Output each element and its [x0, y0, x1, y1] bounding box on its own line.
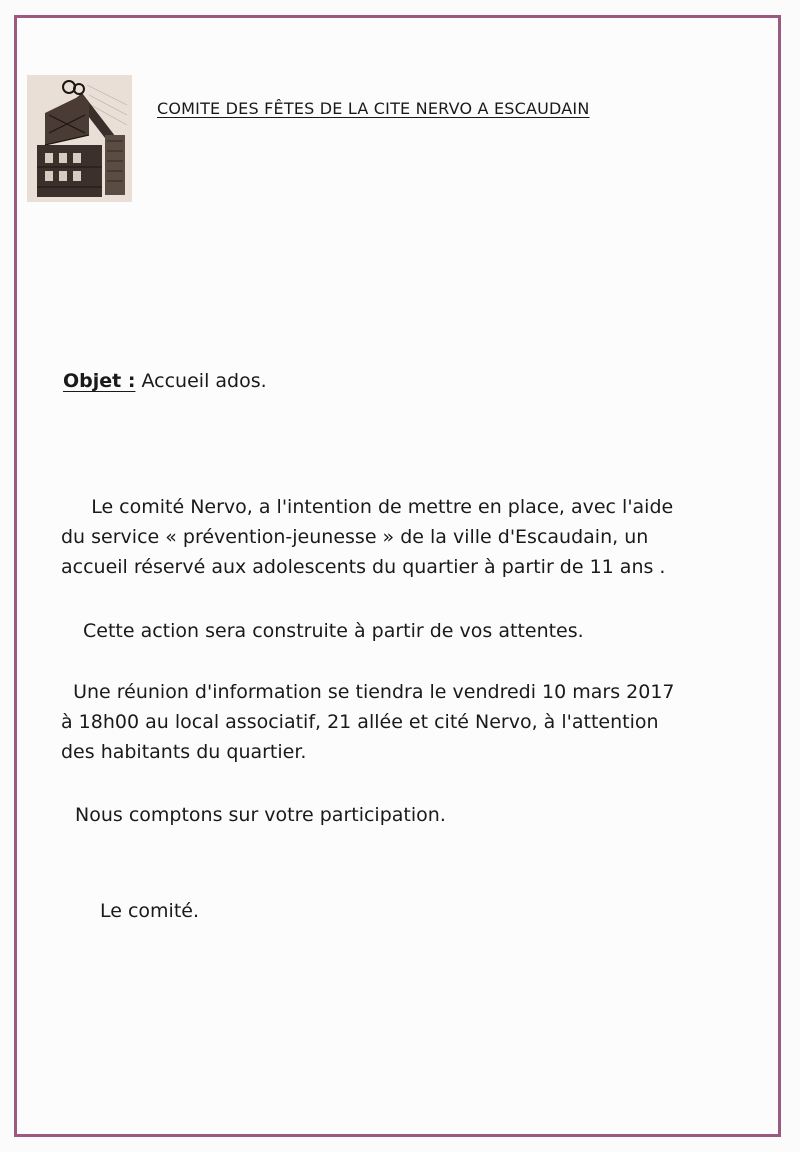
paragraph-intro [61, 492, 673, 582]
paragraph-action [83, 616, 584, 646]
paragraph-line: Une réunion d'information se tiendra le vendredi 10 mars 2017 [61, 681, 675, 703]
paragraph-line: Nous comptons sur votre participation. [75, 804, 446, 826]
subject-label: Objet : [63, 370, 136, 392]
mine-headframe-icon [27, 75, 132, 202]
paragraph-participation [75, 800, 446, 830]
paragraph-line: accueil réservé aux adolescents du quartier à partir de 11 ans . [61, 556, 666, 578]
paragraph-meeting [61, 677, 675, 767]
paragraph-line: à 18h00 au local associatif, 21 allée et cité Nervo, à l'attention [61, 711, 659, 733]
subject-text: Accueil ados. [141, 370, 267, 392]
paragraph-line: Le comité Nervo, a l'intention de mettre en place, avec l'aide [61, 496, 674, 518]
paragraph-line: des habitants du quartier. [61, 741, 307, 763]
mine-headframe-logo [27, 75, 132, 202]
subject-line [63, 370, 267, 392]
signature: Le comité. [100, 900, 200, 922]
paragraph-line: du service « prévention-jeunesse » de la ville d'Escaudain, un [61, 526, 649, 548]
paragraph-line: Cette action sera construite à partir de vos attentes. [83, 620, 584, 642]
document-header-title: COMITE DES FÊTES DE LA CITE NERVO A ESCAUDAIN [157, 99, 590, 118]
